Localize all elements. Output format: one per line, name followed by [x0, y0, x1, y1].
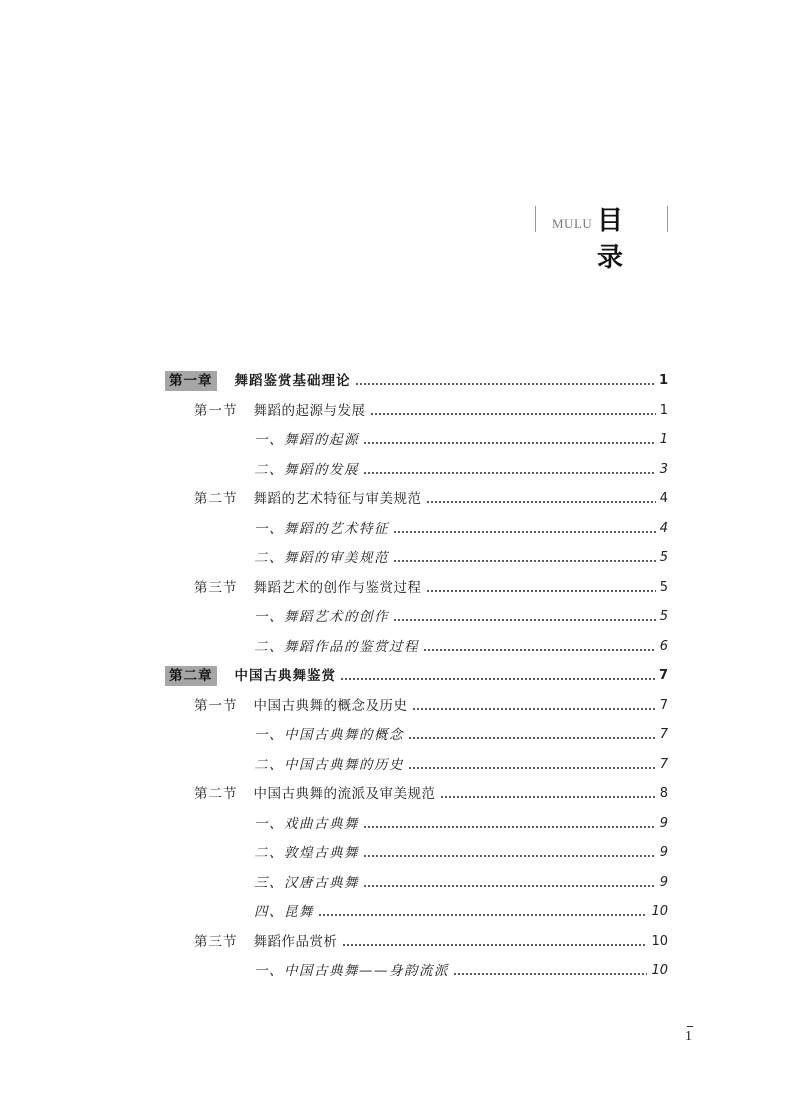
toc-page-number: 5	[659, 550, 668, 565]
toc-item-title: 一、舞蹈的起源	[254, 432, 359, 448]
toc-leader-dots	[393, 619, 656, 621]
toc-page-number: 4	[659, 491, 668, 506]
toc-item-entry[interactable]	[254, 814, 668, 834]
toc-page-number: 6	[659, 638, 668, 654]
toc-page-number: 5	[659, 579, 668, 595]
toc-section-entry[interactable]	[194, 401, 668, 421]
toc-item-entry[interactable]	[254, 755, 668, 775]
toc-item-title: 二、舞蹈作品的鉴赏过程	[254, 638, 419, 655]
toc-chapter-entry[interactable]	[165, 371, 668, 391]
toc-section-title: 中国古典舞的概念及历史	[253, 697, 408, 714]
toc-section-title: 舞蹈的艺术特征与审美规范	[253, 491, 422, 507]
toc-item-entry[interactable]	[254, 430, 668, 450]
toc-item-entry[interactable]	[254, 607, 668, 627]
toc-item-title: 一、中国古典舞——身韵流派	[254, 963, 449, 979]
toc-leader-dots	[363, 442, 656, 444]
toc-page-number: 9	[659, 845, 668, 860]
toc-leader-dots	[342, 944, 648, 946]
toc-leader-dots	[440, 796, 656, 798]
toc-leader-dots	[355, 383, 655, 385]
toc-chapter-title: 舞蹈鉴赏基础理论	[234, 373, 351, 389]
toc-leader-dots	[453, 973, 647, 975]
toc-leader-dots	[426, 590, 656, 592]
toc-page-number: 7	[658, 668, 668, 683]
toc-section-title: 舞蹈的起源与发展	[253, 402, 366, 419]
toc-section-title: 中国古典舞的流派及审美规范	[253, 786, 436, 802]
toc-leader-dots	[423, 649, 656, 651]
toc-leader-dots	[363, 855, 656, 857]
toc-page-number: 10	[651, 963, 668, 978]
toc-section-label: 第一节	[194, 697, 238, 714]
toc-section-label: 第三节	[194, 579, 238, 596]
toc-item-title: 二、敦煌古典舞	[254, 845, 359, 861]
toc-chapter-label: 第一章	[165, 371, 217, 391]
toc-item-title: 一、舞蹈的艺术特征	[254, 520, 389, 537]
toc-item-title: 一、戏曲古典舞	[254, 815, 359, 832]
toc-item-title: 三、汉唐古典舞	[254, 874, 359, 891]
toc-leader-dots	[393, 560, 656, 562]
toc-header	[535, 200, 668, 273]
toc-page-number: 7	[659, 697, 668, 713]
toc-leader-dots	[408, 767, 656, 769]
toc-page-number: 5	[659, 609, 668, 624]
toc-item-title: 二、舞蹈的发展	[254, 461, 359, 478]
toc-chapter-entry[interactable]	[165, 666, 668, 686]
toc-section-label: 第二节	[194, 786, 238, 802]
toc-leader-dots	[370, 413, 656, 415]
toc-section-label: 第二节	[194, 491, 238, 507]
toc-section-entry[interactable]	[194, 696, 668, 716]
toc-section-title: 舞蹈艺术的创作与鉴赏过程	[253, 579, 422, 596]
toc-page-number: 1	[659, 432, 668, 447]
toc-section-entry[interactable]	[194, 784, 668, 804]
toc-item-title: 二、舞蹈的审美规范	[254, 550, 389, 566]
toc-section-entry[interactable]	[194, 489, 668, 509]
toc-page-number: 7	[659, 727, 668, 742]
toc-item-title: 一、舞蹈艺术的创作	[254, 609, 389, 625]
header-divider-right	[667, 206, 668, 232]
toc-page-number: 10	[651, 904, 668, 919]
toc-page-number: 9	[659, 815, 668, 831]
toc-item-entry[interactable]	[254, 873, 668, 893]
toc-item-entry[interactable]	[254, 725, 668, 745]
page-title: 目录	[597, 206, 634, 273]
header-divider-left	[535, 206, 536, 232]
toc-page-number: 4	[659, 520, 668, 536]
toc-chapter-title: 中国古典舞鉴赏	[234, 668, 336, 684]
toc-item-entry[interactable]	[254, 843, 668, 863]
toc-item-title: 二、中国古典舞的历史	[254, 756, 404, 773]
toc-section-entry[interactable]	[194, 932, 668, 952]
toc-leader-dots	[363, 472, 656, 474]
toc-item-entry[interactable]	[254, 548, 668, 568]
toc-leader-dots	[318, 914, 647, 916]
toc-page-number: 7	[659, 756, 668, 772]
toc-item-title: 四、昆舞	[254, 904, 314, 920]
toc-leader-dots	[408, 737, 656, 739]
toc-item-entry[interactable]	[254, 961, 668, 981]
toc-leader-dots	[363, 826, 656, 828]
toc-item-entry[interactable]	[254, 519, 668, 539]
toc-section-label: 第三节	[194, 933, 238, 950]
header-mulu-label: MULU	[552, 216, 593, 231]
toc-leader-dots	[340, 678, 655, 680]
toc-page-number: 1	[659, 402, 668, 418]
toc-section-entry[interactable]	[194, 578, 668, 598]
toc-leader-dots	[393, 531, 656, 533]
toc-item-entry[interactable]	[254, 902, 668, 922]
toc-page-number: 1	[658, 373, 668, 388]
toc-leader-dots	[426, 501, 656, 503]
toc-section-title: 舞蹈作品赏析	[253, 933, 338, 950]
toc-item-entry[interactable]	[254, 637, 668, 657]
toc-item-title: 一、中国古典舞的概念	[254, 727, 404, 743]
toc-page-number: 3	[659, 461, 668, 477]
toc-page-number: 10	[651, 933, 668, 949]
toc-page-number: 9	[659, 874, 668, 890]
footer-rule	[687, 1026, 693, 1027]
toc-leader-dots	[363, 885, 656, 887]
page-number: 1	[685, 1029, 692, 1044]
toc-page-number: 8	[659, 786, 668, 801]
toc-section-label: 第一节	[194, 402, 238, 419]
toc-item-entry[interactable]	[254, 460, 668, 480]
toc-leader-dots	[412, 708, 656, 710]
toc-chapter-label: 第二章	[165, 666, 217, 686]
